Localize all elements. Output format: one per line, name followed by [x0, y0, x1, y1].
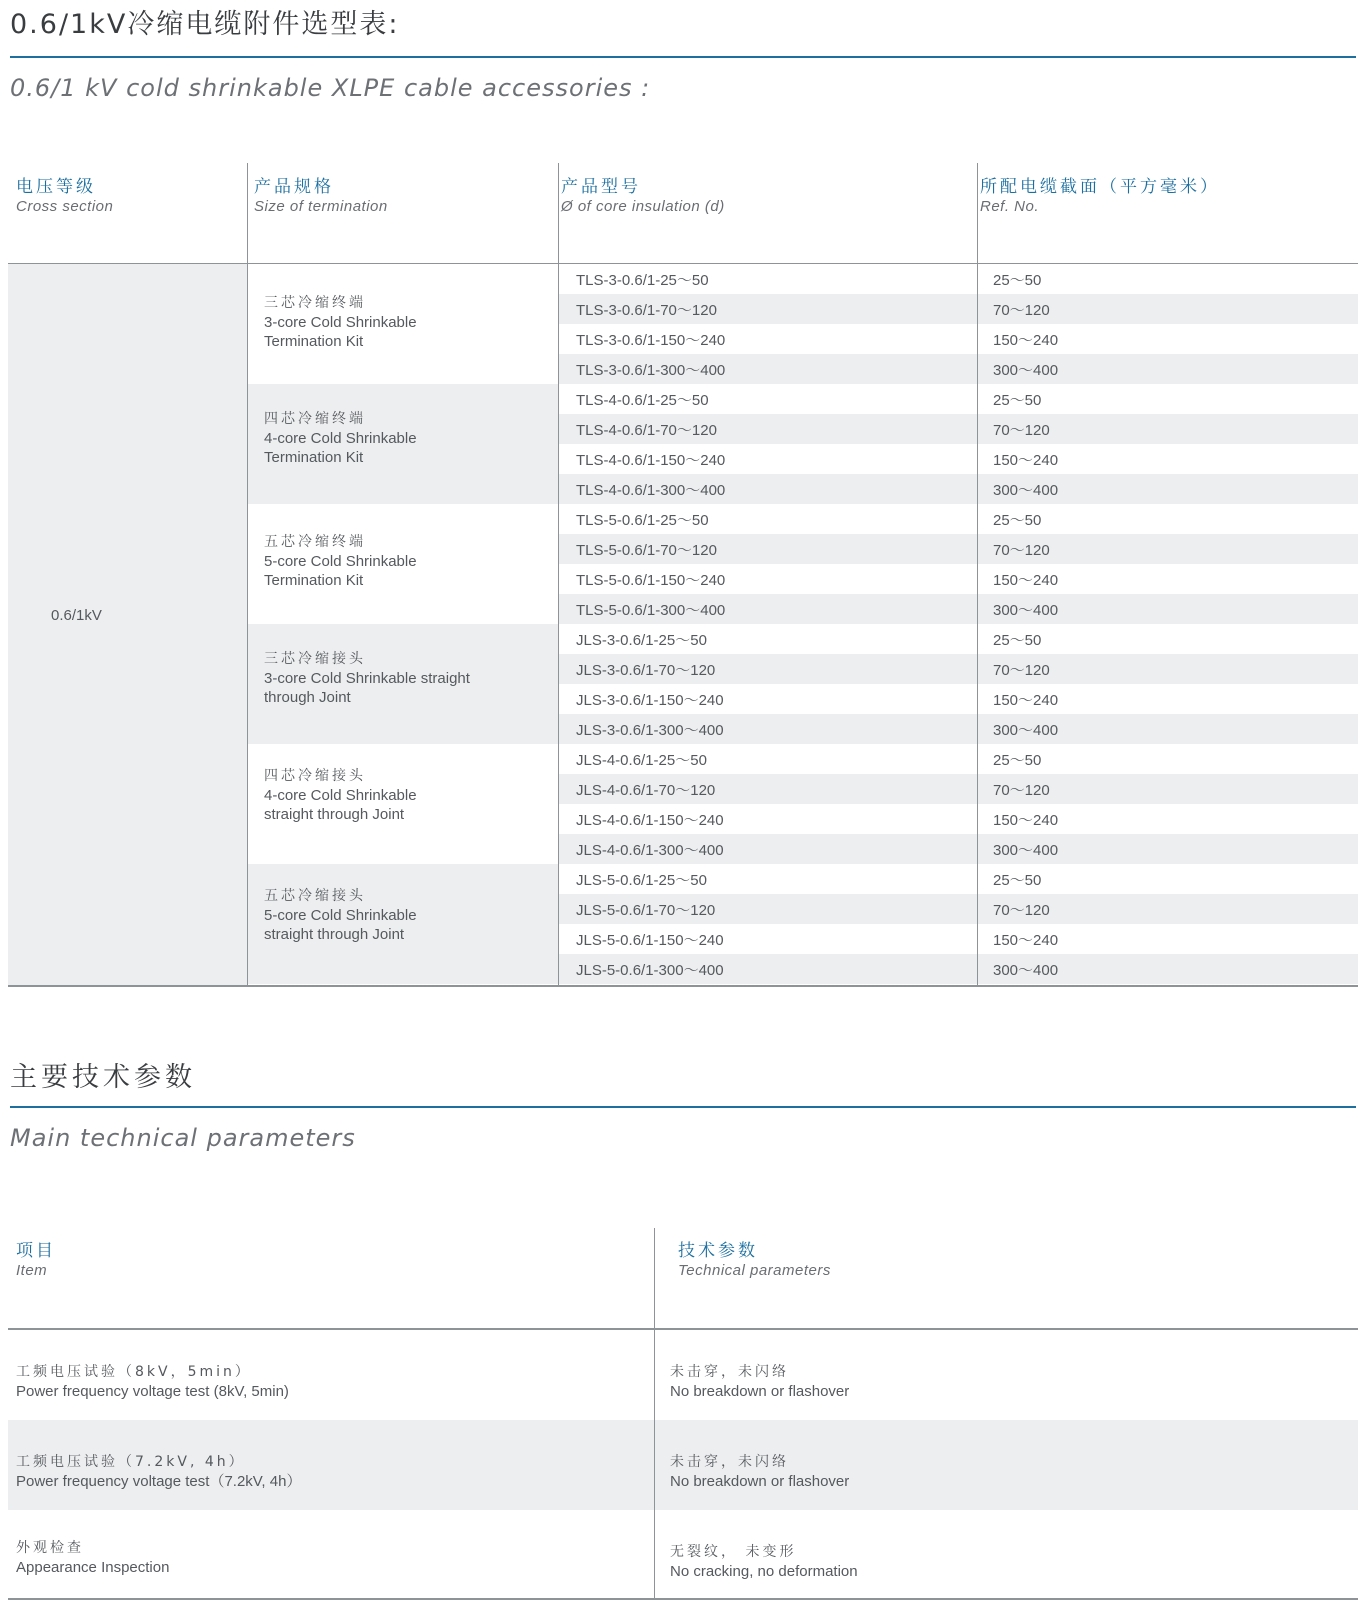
table-row	[559, 804, 1358, 834]
param-item-en: Appearance Inspection	[16, 1559, 170, 1576]
spec-group-en: Termination Kit	[264, 333, 364, 350]
table-row	[559, 504, 1358, 534]
cable-section: 70～120	[993, 902, 1050, 919]
param-item-en: Power frequency voltage test（7.2kV, 4h）	[16, 1473, 302, 1490]
product-model: TLS-5-0.6/1-70～120	[576, 542, 717, 559]
param-value-cn: 无裂纹， 未变形	[670, 1544, 797, 1560]
table-row	[559, 264, 1358, 294]
table-row	[559, 774, 1358, 804]
cable-section: 70～120	[993, 422, 1050, 439]
cable-section: 25～50	[993, 512, 1042, 529]
table-row	[559, 834, 1358, 864]
cable-section: 150～240	[993, 812, 1059, 829]
spec-group-cn: 五芯冷缩终端	[264, 534, 366, 550]
cable-section: 25～50	[993, 632, 1042, 649]
param-value-en: No breakdown or flashover	[670, 1383, 850, 1400]
spec-group-en: 3-core Cold Shrinkable straight	[264, 670, 470, 687]
table-row	[559, 894, 1358, 924]
header-voltage	[8, 163, 246, 263]
product-model: JLS-5-0.6/1-25～50	[576, 872, 707, 889]
spec-group-en: 3-core Cold Shrinkable	[264, 314, 417, 331]
spec-group-en: Termination Kit	[264, 572, 364, 589]
cable-section: 150～240	[993, 332, 1059, 349]
product-model: JLS-5-0.6/1-70～120	[576, 902, 716, 919]
header-item	[8, 1228, 668, 1328]
param-item-cn: 工频电压试验（8kV，5min）	[16, 1364, 252, 1380]
column-divider	[558, 163, 559, 985]
column-divider	[977, 163, 978, 985]
param-item-cn: 外观检查	[16, 1540, 84, 1556]
header-model	[553, 163, 965, 263]
spec-group-en: straight through Joint	[264, 926, 405, 943]
section2-title-cn: 主要技术参数	[10, 1062, 196, 1093]
table-row	[559, 534, 1358, 564]
product-model: TLS-4-0.6/1-150～240	[576, 452, 726, 469]
table-row	[559, 594, 1358, 624]
voltage-cell	[8, 264, 247, 985]
spec-group-cn: 四芯冷缩终端	[264, 411, 366, 427]
spec-group	[248, 504, 558, 624]
param-value-cn: 未击穿，未闪络	[670, 1454, 789, 1470]
product-model: TLS-5-0.6/1-300～400	[576, 602, 726, 619]
cable-section: 150～240	[993, 452, 1059, 469]
spec-group-en: through Joint	[264, 689, 351, 706]
section1-title-en: 0.6/1 kV cold shrinkable XLPE cable accessories :	[10, 74, 651, 102]
header-voltage-cn: 电压等级	[16, 177, 96, 197]
table-row	[559, 564, 1358, 594]
cable-section: 300～400	[993, 362, 1059, 379]
product-model: JLS-4-0.6/1-300～400	[576, 842, 724, 859]
spec-group	[248, 624, 558, 744]
product-model: TLS-5-0.6/1-150～240	[576, 572, 726, 589]
cable-section: 25～50	[993, 272, 1042, 289]
table-row	[559, 624, 1358, 654]
header-spec-cn: 产品规格	[254, 177, 334, 197]
table-row	[559, 294, 1358, 324]
header-ref	[971, 163, 1351, 263]
spec-group	[248, 864, 558, 984]
product-model: JLS-5-0.6/1-300～400	[576, 962, 724, 979]
table-row	[559, 474, 1358, 504]
spec-group-cn: 五芯冷缩接头	[264, 888, 366, 904]
section2-divider	[10, 1106, 1356, 1108]
product-model: JLS-3-0.6/1-25～50	[576, 632, 707, 649]
product-model: TLS-4-0.6/1-70～120	[576, 422, 717, 439]
product-model: TLS-3-0.6/1-25～50	[576, 272, 709, 289]
cable-section: 150～240	[993, 932, 1059, 949]
product-model: JLS-3-0.6/1-70～120	[576, 662, 716, 679]
cable-section: 300～400	[993, 962, 1059, 979]
section1-divider	[10, 56, 1356, 58]
header-ref-cn: 所配电缆截面（平方毫米）	[980, 177, 1220, 197]
param-item-en: Power frequency voltage test (8kV, 5min)	[16, 1383, 289, 1400]
header-technical	[670, 1228, 1350, 1328]
spec-group-en: straight through Joint	[264, 806, 405, 823]
cable-section: 70～120	[993, 302, 1050, 319]
cable-section: 300～400	[993, 722, 1059, 739]
param-item-cn: 工频电压试验（7.2kV, 4h）	[16, 1454, 246, 1470]
voltage-value: 0.6/1kV	[51, 607, 102, 624]
cable-section: 25～50	[993, 872, 1042, 889]
spec-group	[248, 744, 558, 864]
cable-section: 150～240	[993, 572, 1059, 589]
product-model: JLS-4-0.6/1-150～240	[576, 812, 724, 829]
spec-group	[248, 264, 558, 384]
header-item-cn: 项目	[16, 1241, 56, 1261]
spec-group-en: 4-core Cold Shrinkable	[264, 787, 417, 804]
header-ref-en: Ref. No.	[980, 198, 1040, 215]
table-row	[559, 354, 1358, 384]
cable-section: 150～240	[993, 692, 1059, 709]
cable-section: 300～400	[993, 842, 1059, 859]
cable-section: 70～120	[993, 662, 1050, 679]
param-value-en: No breakdown or flashover	[670, 1473, 850, 1490]
header-item-en: Item	[16, 1262, 48, 1279]
column-divider	[654, 1228, 655, 1598]
table-row	[559, 684, 1358, 714]
product-model: JLS-4-0.6/1-25～50	[576, 752, 707, 769]
table-row	[559, 654, 1358, 684]
product-model: TLS-5-0.6/1-25～50	[576, 512, 709, 529]
product-model: TLS-3-0.6/1-70～120	[576, 302, 717, 319]
product-model: TLS-3-0.6/1-150～240	[576, 332, 726, 349]
header-model-cn: 产品型号	[561, 177, 641, 197]
cable-section: 25～50	[993, 752, 1042, 769]
header-spec	[246, 163, 552, 263]
product-model: JLS-5-0.6/1-150～240	[576, 932, 724, 949]
spec-group-cn: 三芯冷缩接头	[264, 651, 366, 667]
table-row	[559, 954, 1358, 984]
spec-group-cn: 三芯冷缩终端	[264, 295, 366, 311]
table-row	[559, 924, 1358, 954]
product-model: TLS-3-0.6/1-300～400	[576, 362, 726, 379]
parameters-table	[8, 1228, 1358, 1600]
spec-group-cn: 四芯冷缩接头	[264, 768, 366, 784]
header-model-en: Ø of core insulation (d)	[561, 198, 725, 215]
table-row	[559, 324, 1358, 354]
header-technical-en: Technical parameters	[678, 1262, 831, 1279]
param-value-en: No cracking, no deformation	[670, 1563, 858, 1580]
parameter-row	[8, 1330, 1358, 1420]
cable-section: 25～50	[993, 392, 1042, 409]
cable-section: 70～120	[993, 542, 1050, 559]
product-model: TLS-4-0.6/1-300～400	[576, 482, 726, 499]
spec-group	[248, 384, 558, 504]
product-model: JLS-3-0.6/1-150～240	[576, 692, 724, 709]
spec-group-en: Termination Kit	[264, 449, 364, 466]
header-spec-en: Size of termination	[254, 198, 388, 215]
section1-title-cn: 0.6/1kV冷缩电缆附件选型表:	[10, 9, 400, 40]
param-value-cn: 未击穿，未闪络	[670, 1364, 789, 1380]
product-model: JLS-3-0.6/1-300～400	[576, 722, 724, 739]
parameter-row	[8, 1510, 1358, 1600]
section2-title-en: Main technical parameters	[10, 1124, 356, 1152]
spec-group-en: 5-core Cold Shrinkable	[264, 907, 417, 924]
table-bottom-border	[8, 985, 1358, 987]
selection-table	[8, 163, 1358, 986]
spec-group-en: 4-core Cold Shrinkable	[264, 430, 417, 447]
header-voltage-en: Cross section	[16, 198, 114, 215]
table-row	[559, 714, 1358, 744]
cable-section: 70～120	[993, 782, 1050, 799]
table-row	[559, 444, 1358, 474]
parameter-row	[8, 1420, 1358, 1510]
table-row	[559, 864, 1358, 894]
product-model: JLS-4-0.6/1-70～120	[576, 782, 716, 799]
cable-section: 300～400	[993, 602, 1059, 619]
table-row	[559, 744, 1358, 774]
table-row	[559, 414, 1358, 444]
spec-group-en: 5-core Cold Shrinkable	[264, 553, 417, 570]
column-divider	[247, 163, 248, 985]
table-row	[559, 384, 1358, 414]
cable-section: 300～400	[993, 482, 1059, 499]
header-technical-cn: 技术参数	[678, 1241, 758, 1261]
product-model: TLS-4-0.6/1-25～50	[576, 392, 709, 409]
